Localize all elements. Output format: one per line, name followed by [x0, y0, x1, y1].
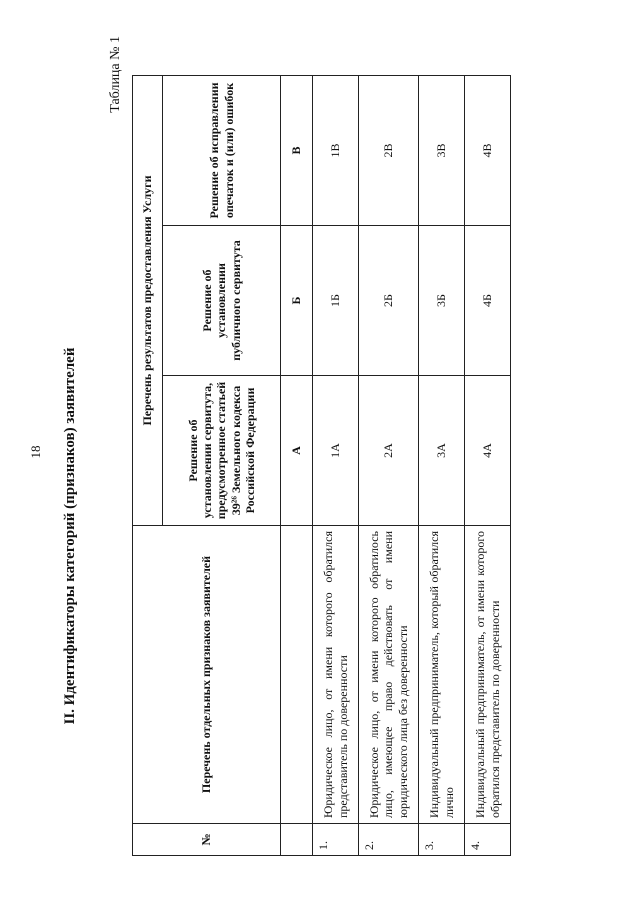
- row-criteria: Юридическое лицо, от имени которого обратился представитель по доверенности: [313, 526, 359, 824]
- row-number: 4.: [465, 824, 511, 856]
- row-code-v: 4В: [465, 76, 511, 226]
- section-title: II. Идентификаторы категорий (признаков) заявителей: [62, 347, 78, 725]
- table-row: [465, 76, 511, 856]
- row-number: 1.: [313, 824, 359, 856]
- row-code-a: 4А: [465, 376, 511, 526]
- header-code-b: Б: [281, 226, 313, 376]
- row-criteria: Индивидуальный предприниматель, который обратился лично: [419, 526, 465, 824]
- table-row: [419, 76, 465, 856]
- row-code-a: 3А: [419, 376, 465, 526]
- header-code-a: А: [281, 376, 313, 526]
- row-number: 2.: [359, 824, 419, 856]
- header-results-group: Перечень результатов предоставления Услуги: [133, 76, 163, 526]
- header-code-v: В: [281, 76, 313, 226]
- row-code-v: 2В: [359, 76, 419, 226]
- row-code-a: 1А: [313, 376, 359, 526]
- code-empty-criteria: [281, 526, 313, 824]
- row-code-b: 1Б: [313, 226, 359, 376]
- row-code-a: 2А: [359, 376, 419, 526]
- row-code-v: 1В: [313, 76, 359, 226]
- row-code-b: 3Б: [419, 226, 465, 376]
- header-num: №: [133, 824, 281, 856]
- table-header-row: [133, 76, 163, 856]
- table-row: [359, 76, 419, 856]
- header-criteria: Перечень отдельных признаков заявителей: [133, 526, 281, 824]
- row-criteria: Индивидуальный предприниматель, от имени которого обратился представитель по доверенности: [465, 526, 511, 824]
- header-col-b: Решение об установлении публичного сервитута: [163, 226, 281, 376]
- row-code-v: 3В: [419, 76, 465, 226]
- header-col-a: Решение об установлении сервитута, предусмотренное статьей 39²⁶ Земельного кодекса Российской Федерации: [163, 376, 281, 526]
- table-row: [313, 76, 359, 856]
- row-criteria: Юридическое лицо, от имени которого обратилось лицо, имеющее право действовать от имени юридического лица без доверенности: [359, 526, 419, 824]
- code-empty-num: [281, 824, 313, 856]
- table-number: Таблица № 1: [108, 36, 123, 113]
- table-code-row: [281, 76, 313, 856]
- row-code-b: 4Б: [465, 226, 511, 376]
- page-number: 18: [28, 445, 43, 459]
- header-col-v: Решение об исправлении опечаток и (или) ошибок: [163, 76, 281, 226]
- applicant-categories-table: [132, 75, 511, 856]
- row-code-b: 2Б: [359, 226, 419, 376]
- row-number: 3.: [419, 824, 465, 856]
